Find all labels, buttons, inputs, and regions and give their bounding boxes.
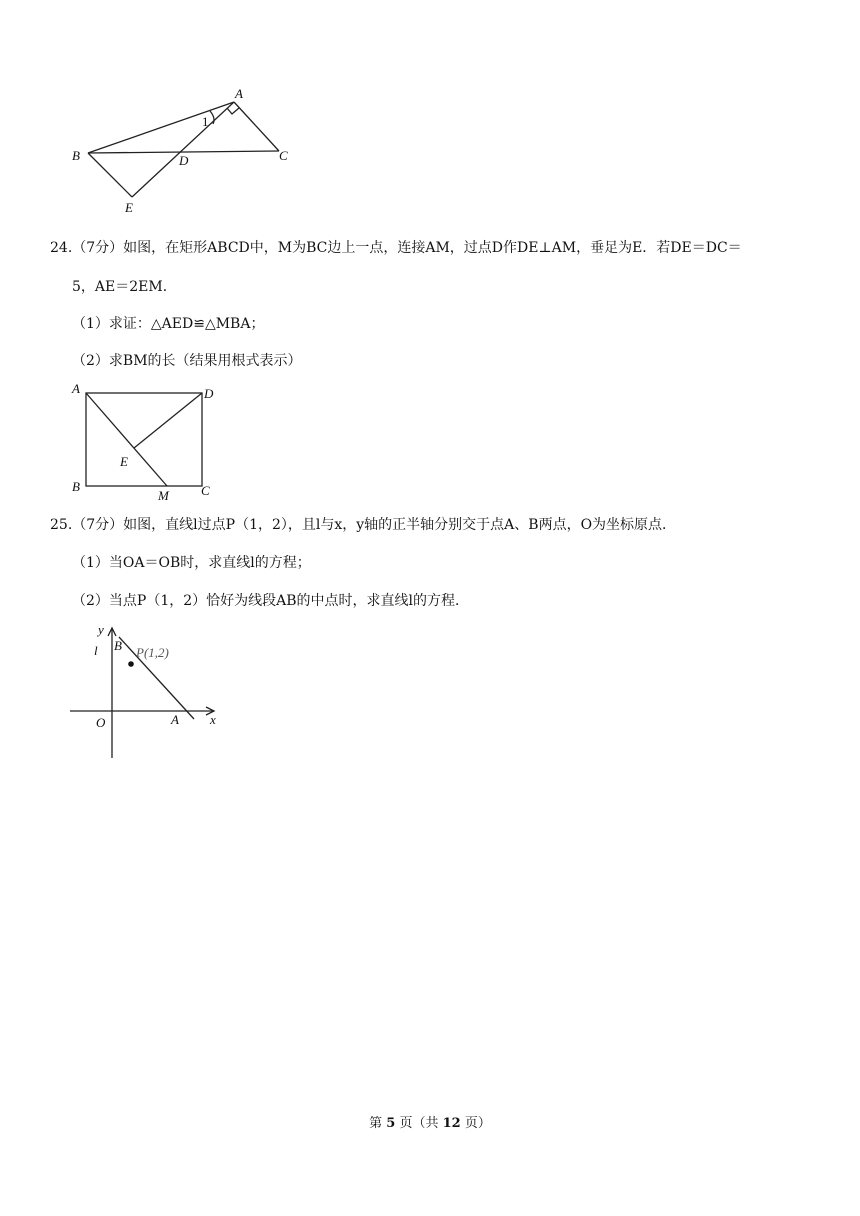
label-A: A	[235, 86, 243, 101]
label-x: x	[210, 712, 216, 727]
label-E: E	[120, 454, 128, 469]
page-footer	[0, 1112, 860, 1131]
segment-BA	[88, 102, 234, 153]
label-B: B	[72, 479, 80, 494]
footer-total-pages: 12	[442, 1116, 461, 1131]
point-P	[128, 661, 134, 667]
footer-suffix: 页）	[460, 1116, 491, 1131]
label-l: l	[94, 643, 98, 658]
segment-DE	[134, 393, 202, 448]
footer-page-number: 5	[386, 1116, 396, 1131]
segment-BE	[88, 153, 132, 197]
label-C: C	[279, 148, 288, 163]
q24-stem-line1: 24.（7分）如图，在矩形ABCD中，M为BC边上一点，连接AM，过点D作DE⊥AM，垂足为E．若DE＝DC＝	[50, 240, 742, 256]
label-D: D	[179, 153, 189, 168]
footer-middle: 页（共	[395, 1116, 443, 1131]
q24-part1: （1）求证：△AED≌△MBA；	[72, 316, 265, 332]
segment-AM	[86, 393, 167, 486]
label-A: A	[72, 381, 80, 396]
q25-stem: 25.（7分）如图，直线l过点P（1，2），且l与x，y轴的正半轴分别交于点A、B两点，O为坐标原点．	[50, 517, 677, 533]
label-P: P(1,2)	[136, 645, 169, 660]
q25-part1: （1）当OA＝OB时，求直线l的方程；	[72, 555, 311, 571]
q25-part2: （2）当点P（1，2）恰好为线段AB的中点时，求直线l的方程．	[72, 593, 470, 609]
segment-AC	[234, 102, 279, 151]
footer-prefix: 第	[369, 1116, 387, 1131]
label-C: C	[201, 483, 210, 498]
label-A: A	[171, 712, 179, 727]
label-y: y	[98, 622, 104, 637]
q24-part2: （2）求BM的长（结果用根式表示）	[72, 353, 302, 369]
figure-q23	[60, 84, 310, 224]
label-D: D	[204, 386, 214, 401]
figure-q25	[64, 620, 234, 765]
label-O: O	[96, 715, 106, 730]
label-B: B	[114, 638, 122, 653]
segment-AE	[132, 102, 234, 197]
figure-q24	[64, 378, 234, 502]
q24-stem-line2: 5，AE＝2EM．	[72, 279, 177, 295]
label-B: B	[72, 148, 80, 163]
right-angle-mark	[227, 108, 239, 114]
label-E: E	[125, 200, 133, 215]
label-angle-1: 1	[202, 114, 209, 129]
label-M: M	[158, 488, 169, 502]
